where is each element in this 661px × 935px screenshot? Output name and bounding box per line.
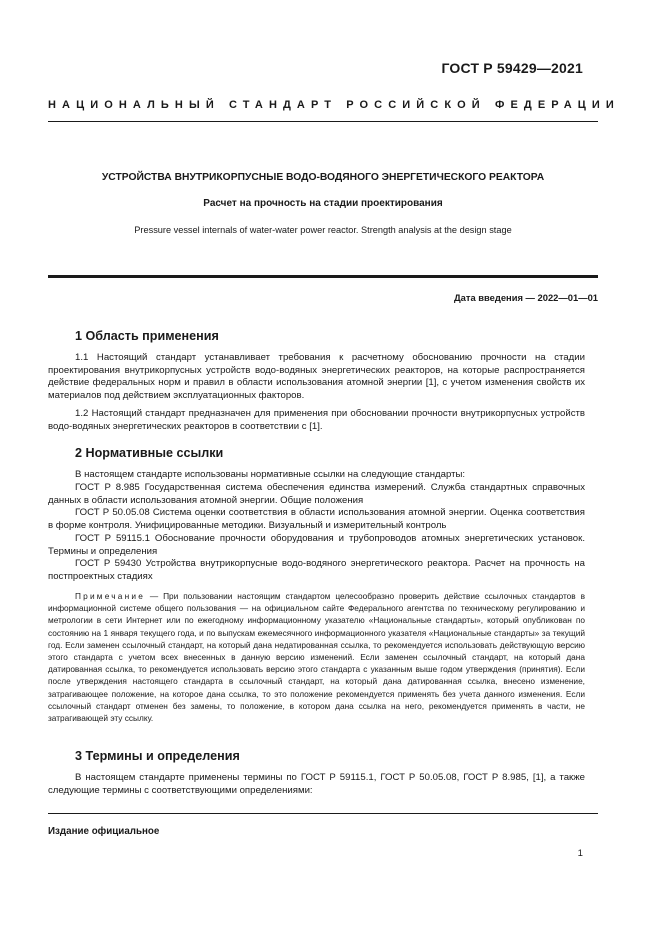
reference-item: ГОСТ Р 59115.1 Обоснование прочности оборудования и трубопроводов атомных энергетических установок. Термины и определения bbox=[48, 533, 585, 557]
reference-item: ГОСТ Р 59430 Устройства внутрикорпусные водо-водяного энергетического реактора. Расчет на прочность на постпроектных стадиях bbox=[48, 558, 585, 582]
section-1-heading: 1 Область применения bbox=[75, 329, 219, 343]
note-label: Примечание bbox=[75, 591, 146, 601]
section-2-intro: В настоящем стандарте использованы нормативные ссылки на следующие стандарты: bbox=[75, 469, 466, 480]
section-2-heading: 2 Нормативные ссылки bbox=[75, 446, 224, 460]
section-1-paragraph-1: 1.1 Настоящий стандарт устанавливает требования к расчетному обоснованию прочности на стадии проектирования внутрикорпусных устройств водо-водяных энергетических реакторов, на которые распространяется действие федеральных норм и правил в области использования атомной энергии [1], с учетом изменения свойств их материалов под действием эксплуатационных факторов. bbox=[48, 352, 585, 402]
reference-item: ГОСТ Р 50.05.08 Система оценки соответствия в области использования атомной энергии. Оценка соответствия в форме контроля. Унифицированные методики. Визуальный и измерительный контроль bbox=[48, 507, 585, 531]
page-number: 1 bbox=[577, 848, 583, 859]
official-edition-label: Издание официальное bbox=[48, 826, 160, 837]
section-3-heading: 3 Термины и определения bbox=[75, 749, 240, 763]
title-rule bbox=[48, 275, 598, 278]
reference-note bbox=[48, 590, 585, 724]
section-3-paragraph-1: В настоящем стандарте применены термины по ГОСТ Р 59115.1, ГОСТ Р 50.05.08, ГОСТ Р 8.985, [1], а также следующие термины с соответствующими определениями: bbox=[48, 772, 585, 796]
standard-number: ГОСТ Р 59429—2021 bbox=[441, 60, 583, 76]
document-title-english: Pressure vessel internals of water-water power reactor. Strength analysis at the design stage bbox=[134, 225, 512, 235]
introduction-date: Дата введения — 2022—01—01 bbox=[453, 292, 598, 303]
national-standard-banner: НАЦИОНАЛЬНЫЙ СТАНДАРТ РОССИЙСКОЙ ФЕДЕРАЦИИ bbox=[48, 99, 620, 111]
reference-item: ГОСТ Р 8.985 Государственная система обеспечения единства измерений. Служба стандартных справочных данных в области использования атомной энергии. Общие положения bbox=[48, 482, 585, 506]
document-title: УСТРОЙСТВА ВНУТРИКОРПУСНЫЕ ВОДО-ВОДЯНОГО ЭНЕРГЕТИЧЕСКОГО РЕАКТОРА bbox=[101, 172, 545, 183]
note-text: — При пользовании настоящим стандартом целесообразно проверить действие ссылочных стандартов в информационной системе общего пользования — на официальном сайте Федерального агентства по техническому регулированию и метрологии в сети Интернет или по ежегодному информационному указателю «Национальные стандарты», который опубликован по состоянию на 1 января текущего года, и по выпускам ежемесячного информационного указателя «Национальные стандарты» за текущий год. Если заменен ссылочный стандарт, на который дана недатированная ссылка, то рекомендуется использовать действующую версию этого стандарта с учетом всех внесенных в данную версию изменений. Если заменен ссылочный стандарт, на который дана датированная ссылка, то рекомендуется использовать версию этого стандарта с указанным выше годом утверждения (принятия). Если после утверждения настоящего стандарта в ссылочный стандарт, на который дана датированная ссылка, внесено изменение, затрагивающее положение, на которое дана ссылка, то это положение рекомендуется применять без учета данного изменения. Если ссылочный стандарт отменен без замены, то положение, в котором дана ссылка на него, рекомендуется применять в части, не затрагивающей эту ссылку. bbox=[48, 591, 585, 724]
header-rule bbox=[48, 121, 598, 122]
footer-rule bbox=[48, 813, 598, 814]
document-subtitle: Расчет на прочность на стадии проектирования bbox=[203, 198, 443, 209]
section-1-paragraph-2: 1.2 Настоящий стандарт предназначен для применения при обосновании прочности внутрикорпусных устройств водо-водяных энергетических реакторов в соответствии с [1]. bbox=[48, 408, 585, 432]
